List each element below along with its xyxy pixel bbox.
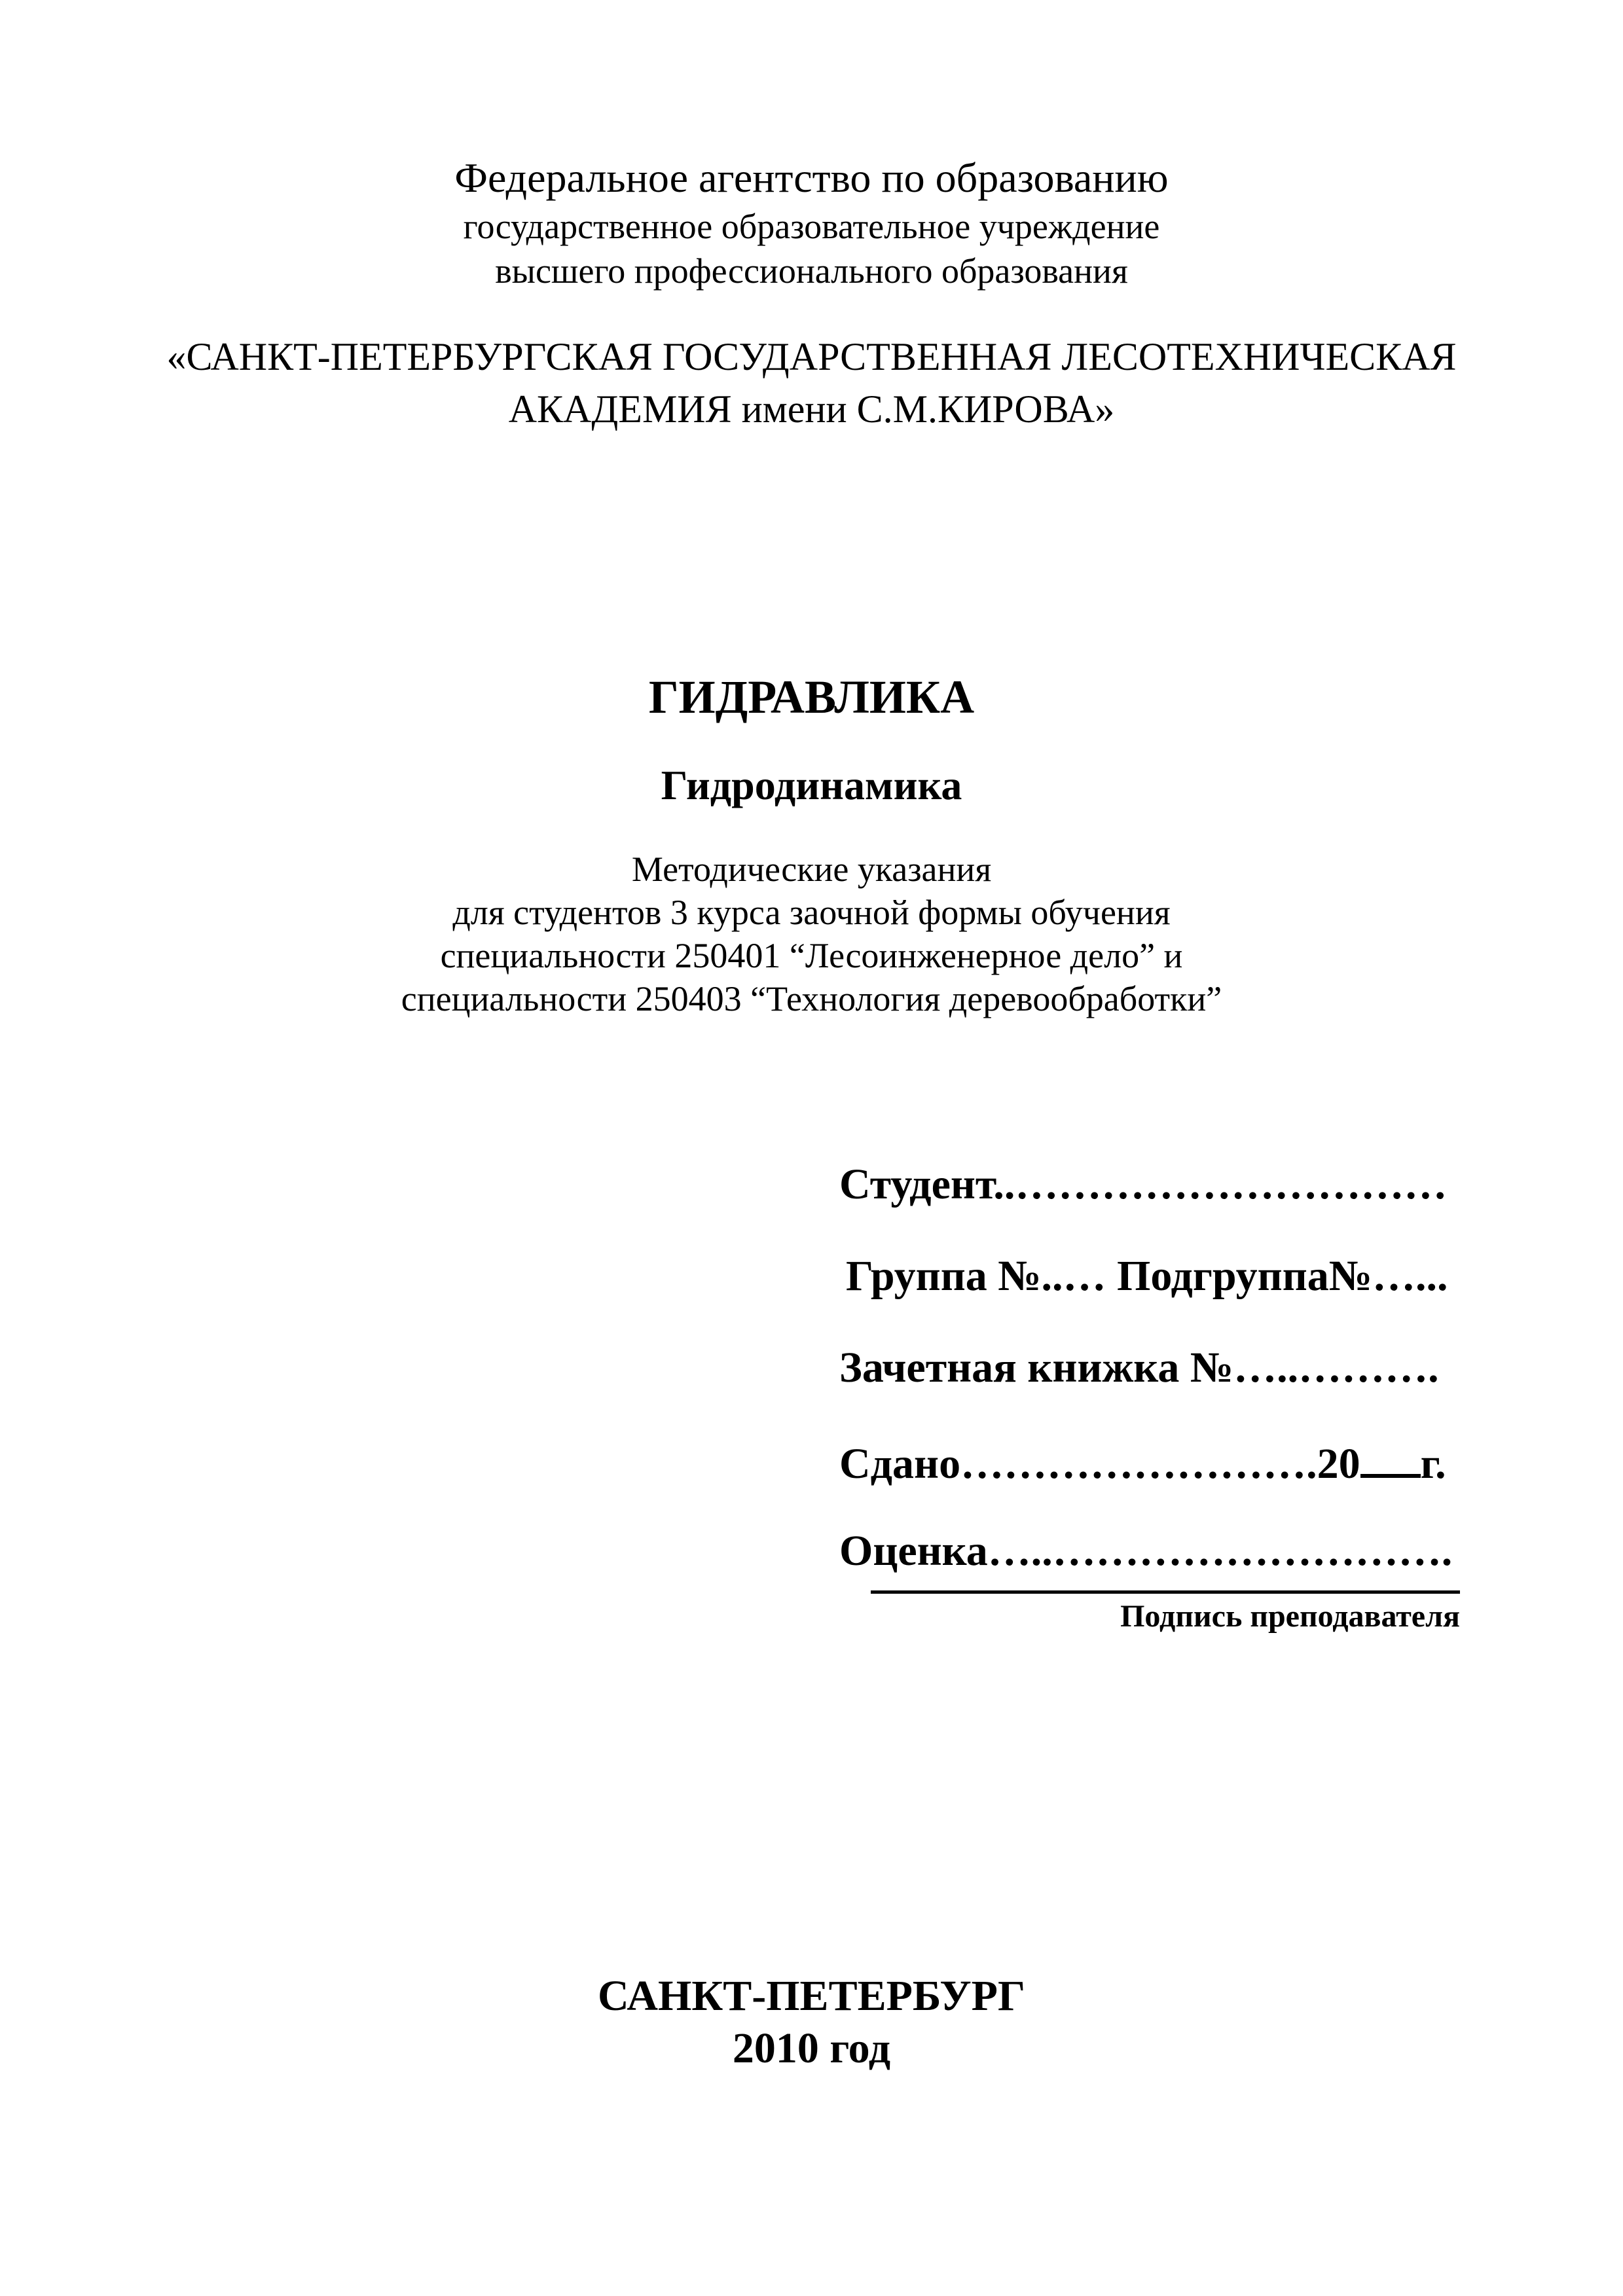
signature-line xyxy=(871,1590,1460,1594)
group-field xyxy=(838,1250,1467,1342)
signature-label: Подпись преподавателя xyxy=(1120,1599,1460,1634)
guidelines-line-1: Методические указания xyxy=(631,850,992,889)
submitted-label: Сдано…………………….20 xyxy=(839,1440,1360,1488)
submitted-field xyxy=(838,1433,1467,1525)
record-book-field xyxy=(838,1342,1467,1433)
document-subtitle: Гидродинамика xyxy=(661,762,962,808)
record-book-label: Зачетная книжка №…..………. xyxy=(839,1344,1439,1391)
academy-name-line-1: «САНКТ-ПЕТЕРБУРГСКАЯ ГОСУДАРСТВЕННАЯ ЛЕСОТЕХНИЧЕСКАЯ xyxy=(166,335,1457,378)
document-title: ГИДРАВЛИКА xyxy=(648,671,975,723)
institution-type: государственное образовательное учреждение xyxy=(463,207,1160,246)
group-label: Группа №..… Подгруппа№…... xyxy=(846,1252,1448,1300)
institution-level: высшего профессионального образования xyxy=(495,251,1128,291)
footer-block xyxy=(0,1970,1623,2075)
header-block xyxy=(0,152,1623,293)
submitted-suffix: г. xyxy=(1420,1440,1446,1488)
student-label: Студент..………………………… xyxy=(839,1160,1448,1208)
footer-year: 2010 год xyxy=(732,2024,891,2072)
student-form xyxy=(838,1158,1467,1617)
guidelines-block xyxy=(0,848,1623,1020)
agency-name: Федеральное агентство по образованию xyxy=(454,154,1169,201)
year-blank xyxy=(1360,1433,1421,1478)
footer-city: САНКТ-ПЕТЕРБУРГ xyxy=(597,1972,1025,2020)
guidelines-line-3: специальности 250401 “Лесоинженерное дело” и xyxy=(440,936,1183,975)
guidelines-line-2: для студентов 3 курса заочной формы обучения xyxy=(452,893,1171,932)
student-field xyxy=(838,1158,1467,1250)
grade-label: Оценка…..………………………. xyxy=(839,1527,1453,1575)
guidelines-line-4: специальности 250403 “Технология деревообработки” xyxy=(401,979,1222,1018)
academy-name-block xyxy=(0,331,1623,435)
academy-name-line-2: АКАДЕМИЯ имени С.М.КИРОВА» xyxy=(508,387,1115,431)
